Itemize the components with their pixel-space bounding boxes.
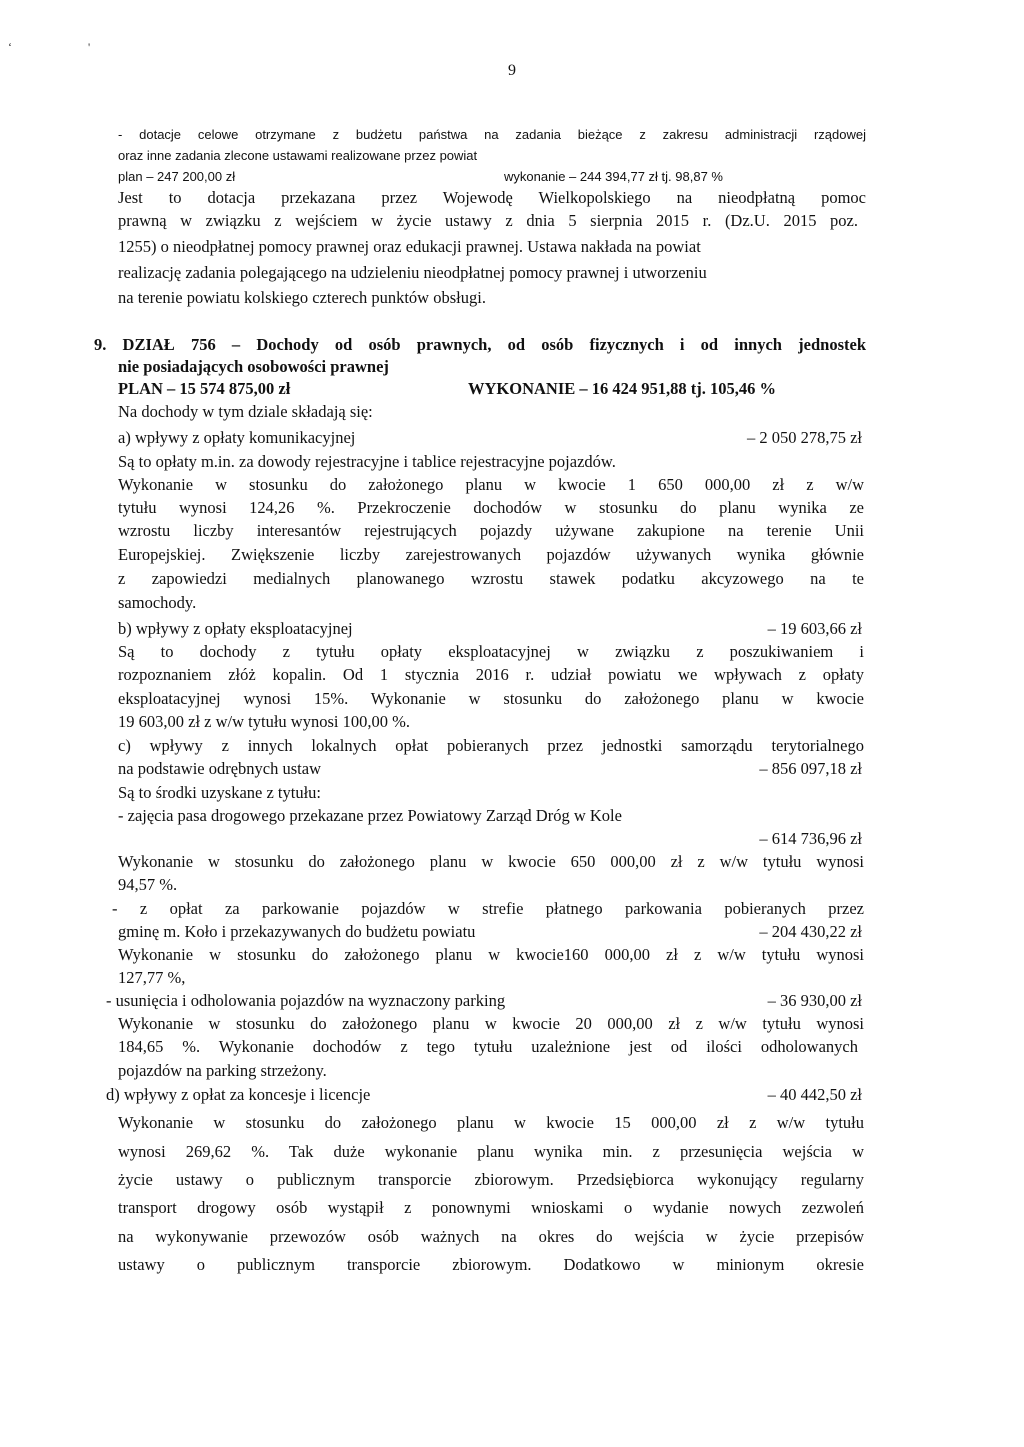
paragraph-line: Wykonanie w stosunku do założonego planu w kwocie 20 000,00 zł z w/w tytułu wynosi <box>118 1014 864 1033</box>
paragraph-line: 94,57 %. <box>118 875 178 894</box>
sub-item-label: gminę m. Koło i przekazywanych do budżetu powiatu <box>118 922 476 941</box>
sub-item-amount: – 614 736,96 zł <box>759 829 862 848</box>
paragraph-line: Jest to dotacja przekazana przez Wojewodę Wielkopolskiego na nieodpłatną pomoc <box>118 188 866 207</box>
paragraph-line: na wykonywanie przewozów osób ważnych na okres do wejścia w życie przepisów <box>118 1227 864 1246</box>
sub-item-label: - usunięcia i odholowania pojazdów na wyznaczony parking <box>106 991 506 1010</box>
paragraph-line: Wykonanie w stosunku do założonego planu w kwocie 650 000,00 zł z w/w tytułu wynosi <box>118 852 864 871</box>
grant-plan: plan – 247 200,00 zł <box>118 169 236 184</box>
scan-mark: ‘ <box>8 40 12 54</box>
paragraph-line: wzrostu liczby interesantów rejestrujących pojazdy używane zakupione na terenie Unii <box>118 521 864 540</box>
paragraph-line: pojazdów na parking strzeżony. <box>118 1061 327 1080</box>
section-plan: PLAN – 15 574 875,00 zł <box>118 379 291 398</box>
item-c-label: c) wpływy z innych lokalnych opłat pobieranych przez jednostki samorządu terytorialnego <box>118 736 864 755</box>
section-execution: WYKONANIE – 16 424 951,88 tj. 105,46 % <box>468 379 776 398</box>
scan-mark: ' <box>88 40 91 54</box>
paragraph-line: 184,65 %. Wykonanie dochodów z tego tytułu uzależnione jest od ilości odholowanych <box>118 1037 858 1056</box>
page-number: 9 <box>508 62 516 79</box>
grant-heading-line: oraz inne zadania zlecone ustawami realizowane przez powiat <box>118 148 478 163</box>
paragraph-line: Są to środki uzyskane z tytułu: <box>118 783 322 802</box>
item-b-label: b) wpływy z opłaty eksploatacyjnej <box>118 619 353 638</box>
item-b-amount: – 19 603,66 zł <box>767 619 862 638</box>
section-heading: 9. DZIAŁ 756 – Dochody od osób prawnych, od osób fizycznych i od innych jednostek <box>94 335 866 354</box>
paragraph-line: 127,77 %, <box>118 968 186 987</box>
paragraph-line: eksploatacyjnej wynosi 15%. Wykonanie w stosunku do założonego planu w kwocie <box>118 689 864 708</box>
grant-heading-line: - dotacje celowe otrzymane z budżetu państwa na zadania bieżące z zakresu administracji rządowej <box>118 127 866 142</box>
paragraph-line: wynosi 269,62 %. Tak duże wykonanie planu wynika min. z przesunięcia wejścia w <box>118 1142 864 1161</box>
grant-execution: wykonanie – 244 394,77 zł tj. 98,87 % <box>504 169 723 184</box>
paragraph-line: życie ustawy o publicznym transporcie zbiorowym. Przedsiębiorca wykonujący regularny <box>118 1170 864 1189</box>
item-d-amount: – 40 442,50 zł <box>767 1085 862 1104</box>
paragraph-line: Europejskiej. Zwiększenie liczby zarejestrowanych pojazdów używanych wynika głównie <box>118 545 864 564</box>
sub-item-label: - zajęcia pasa drogowego przekazane przez Powiatowy Zarząd Dróg w Kole <box>118 806 622 825</box>
sub-item-label: - z opłat za parkowanie pojazdów w strefie płatnego parkowania pobieranych przez <box>112 899 864 918</box>
paragraph-line: transport drogowy osób wystąpił z ponownymi wnioskami o wydanie nowych zezwoleń <box>118 1198 864 1217</box>
paragraph-line: 1255) o nieodpłatnej pomocy prawnej oraz edukacji prawnej. Ustawa nakłada na powiat <box>118 237 701 256</box>
paragraph-line: Są to dochody z tytułu opłaty eksploatacyjnej w związku z poszukiwaniem i <box>118 642 864 661</box>
item-a-amount: – 2 050 278,75 zł <box>746 428 862 447</box>
paragraph-line: ustawy o publicznym transporcie zbiorowym. Dodatkowo w minionym okresie <box>118 1255 864 1274</box>
paragraph-line: Wykonanie w stosunku do założonego planu w kwocie160 000,00 zł z w/w tytułu wynosi <box>118 945 864 964</box>
paragraph-line: Na dochody w tym dziale składają się: <box>118 402 373 421</box>
paragraph-line: samochody. <box>118 593 197 612</box>
paragraph-line: Wykonanie w stosunku do założonego planu w kwocie 1 650 000,00 zł z w/w <box>118 475 864 494</box>
item-c-label: na podstawie odrębnych ustaw <box>118 759 321 778</box>
sub-item-amount: – 204 430,22 zł <box>759 922 862 941</box>
item-d-label: d) wpływy z opłat za koncesje i licencje <box>106 1085 371 1104</box>
paragraph-line: rozpoznaniem złóż kopalin. Od 1 stycznia 2016 r. udział powiatu we wpływach z opłaty <box>118 665 864 684</box>
sub-item-amount: – 36 930,00 zł <box>767 991 862 1010</box>
item-a-label: a) wpływy z opłaty komunikacyjnej <box>118 428 356 447</box>
paragraph-line: na terenie powiatu kolskiego czterech punktów obsługi. <box>118 288 486 307</box>
paragraph-line: realizację zadania polegającego na udzieleniu nieodpłatnej pomocy prawnej i utworzeniu <box>118 263 707 282</box>
paragraph-line: Są to opłaty m.in. za dowody rejestracyjne i tablice rejestracyjne pojazdów. <box>118 452 616 471</box>
section-heading: nie posiadających osobowości prawnej <box>118 357 389 376</box>
paragraph-line: tytułu wynosi 124,26 %. Przekroczenie dochodów w stosunku do planu wynika ze <box>118 498 864 517</box>
paragraph-line: Wykonanie w stosunku do założonego planu w kwocie 15 000,00 zł z w/w tytułu <box>118 1113 864 1132</box>
paragraph-line: z zapowiedzi medialnych planowanego wzrostu stawek podatku akcyzowego na te <box>118 569 864 588</box>
paragraph-line: prawną w związku z wejściem w życie ustawy z dnia 5 sierpnia 2015 r. (Dz.U. 2015 poz. <box>118 211 858 230</box>
paragraph-line: 19 603,00 zł z w/w tytułu wynosi 100,00 %. <box>118 712 410 731</box>
item-c-amount: – 856 097,18 zł <box>759 759 862 778</box>
